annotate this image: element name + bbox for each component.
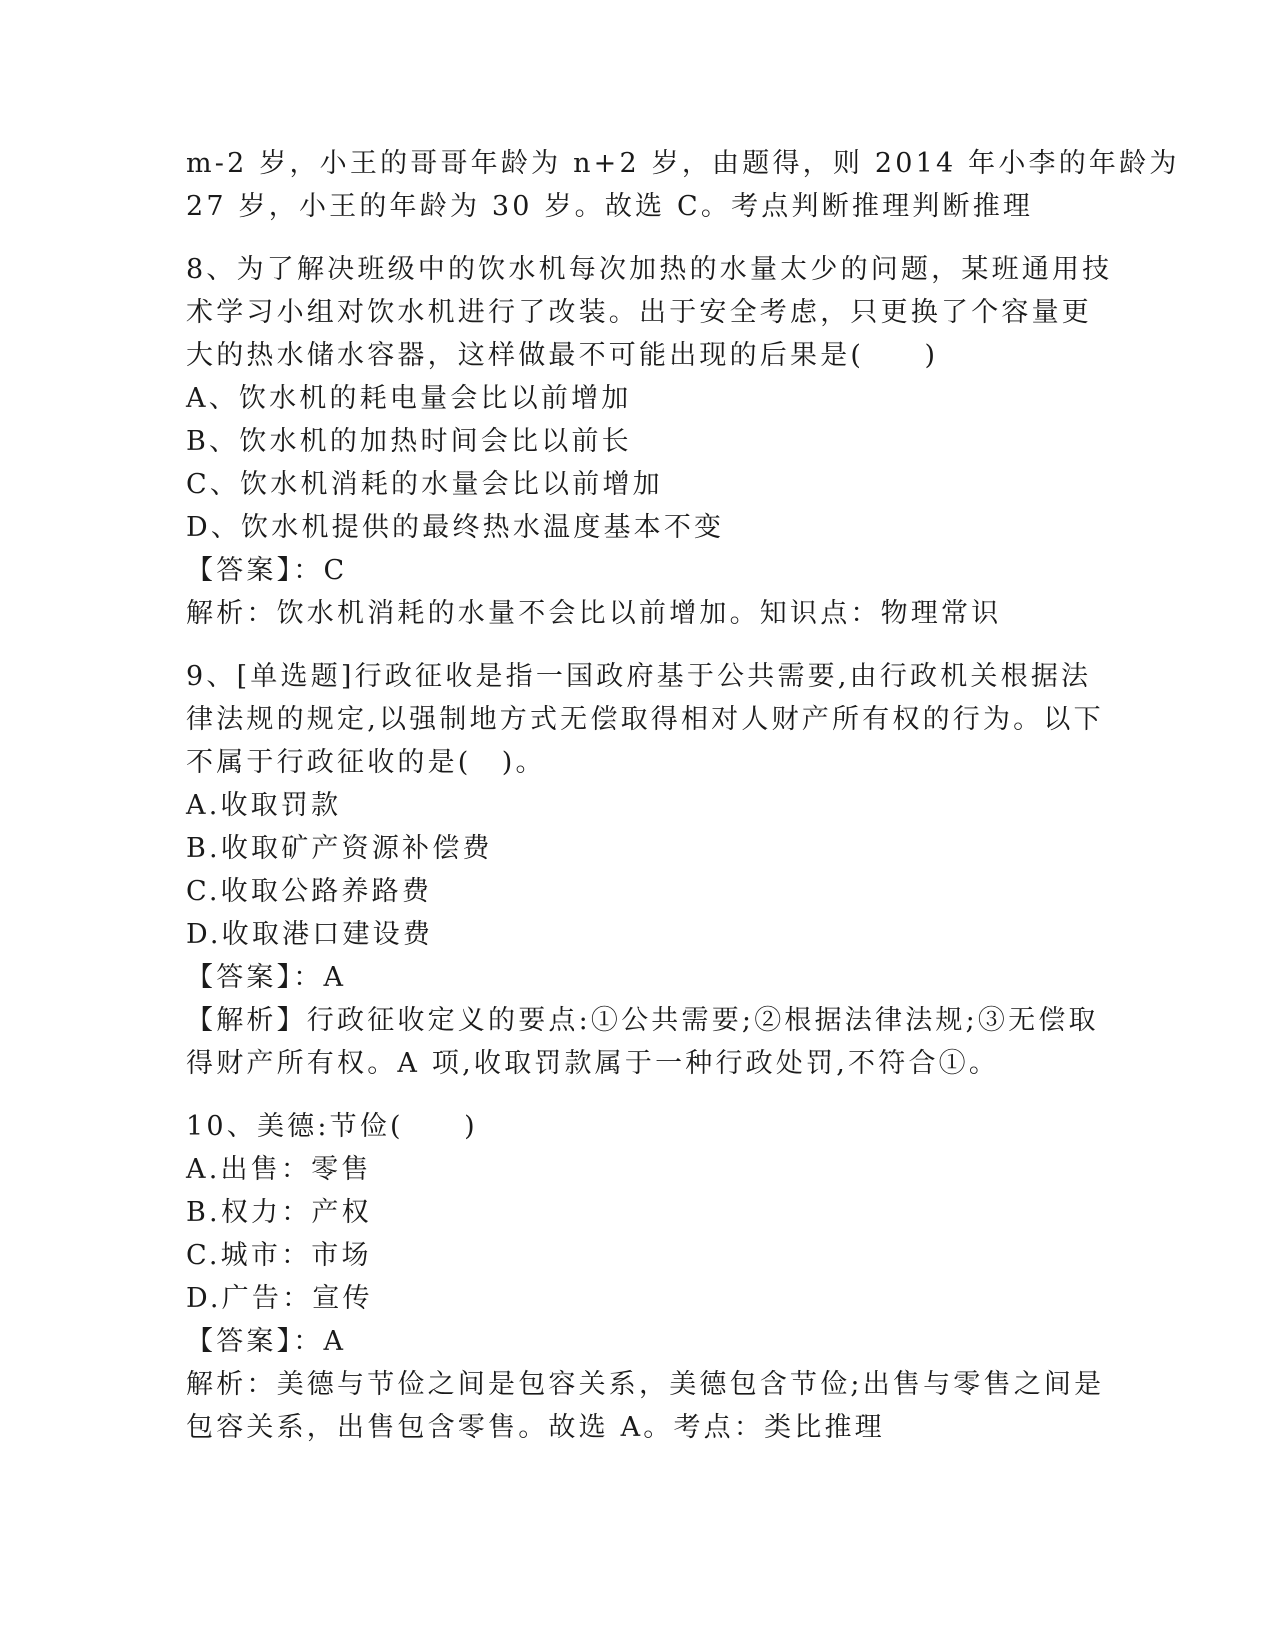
text-line: 27 岁，小王的年龄为 30 岁。故选 C。考点判断推理判断推理 (186, 191, 1034, 222)
analysis-line: 解析：美德与节俭之间是包容关系，美德包含节俭;出售与零售之间是 (186, 1369, 1105, 1400)
option-a: A.出售：零售 (186, 1154, 372, 1185)
option-b: B、饮水机的加热时间会比以前长 (186, 426, 632, 457)
option-d: D.广告：宣传 (186, 1283, 373, 1314)
option-d: D、饮水机提供的最终热水温度基本不变 (186, 512, 725, 543)
analysis-line: 【解析】行政征收定义的要点:①公共需要;②根据法律法规;③无偿取 (186, 1005, 1099, 1036)
answer-line: 【答案】：C (186, 555, 348, 586)
analysis-line: 解析：饮水机消耗的水量不会比以前增加。知识点：物理常识 (186, 598, 1002, 629)
option-a: A.收取罚款 (186, 790, 342, 821)
option-c: C.城市：市场 (186, 1240, 372, 1271)
continuation-paragraph (186, 142, 1180, 228)
question-8 (186, 248, 1113, 635)
question-stem-line: 大的热水储水容器，这样做最不可能出现的后果是( ) (186, 340, 939, 371)
question-10 (186, 1105, 1105, 1449)
option-c: C、饮水机消耗的水量会比以前增加 (186, 469, 663, 500)
document-page (186, 142, 1180, 1449)
option-b: B.收取矿产资源补偿费 (186, 833, 493, 864)
answer-line: 【答案】：A (186, 1326, 347, 1357)
option-b: B.权力：产权 (186, 1197, 372, 1228)
option-a: A、饮水机的耗电量会比以前增加 (186, 383, 632, 414)
question-9 (186, 655, 1104, 1085)
question-stem-line: 10、美德:节俭( ) (186, 1111, 478, 1142)
question-stem-line: 8、为了解决班级中的饮水机每次加热的水量太少的问题，某班通用技 (186, 254, 1113, 285)
question-stem-line: 律法规的规定,以强制地方式无偿取得相对人财产所有权的行为。以下 (186, 704, 1104, 735)
analysis-line: 包容关系，出售包含零售。故选 A。考点：类比推理 (186, 1412, 885, 1443)
question-stem-line: 不属于行政征收的是( )。 (186, 747, 546, 778)
option-d: D.收取港口建设费 (186, 919, 434, 950)
answer-line: 【答案】：A (186, 962, 347, 993)
question-stem-line: 9、[单选题]行政征收是指一国政府基于公共需要,由行政机关根据法 (186, 661, 1092, 692)
question-stem-line: 术学习小组对饮水机进行了改装。出于安全考虑，只更换了个容量更 (186, 297, 1092, 328)
text-line: m-2 岁，小王的哥哥年龄为 n+2 岁，由题得，则 2014 年小李的年龄为 (186, 148, 1180, 179)
analysis-line: 得财产所有权。A 项,收取罚款属于一种行政处罚,不符合①。 (186, 1048, 1000, 1079)
option-c: C.收取公路养路费 (186, 876, 433, 907)
